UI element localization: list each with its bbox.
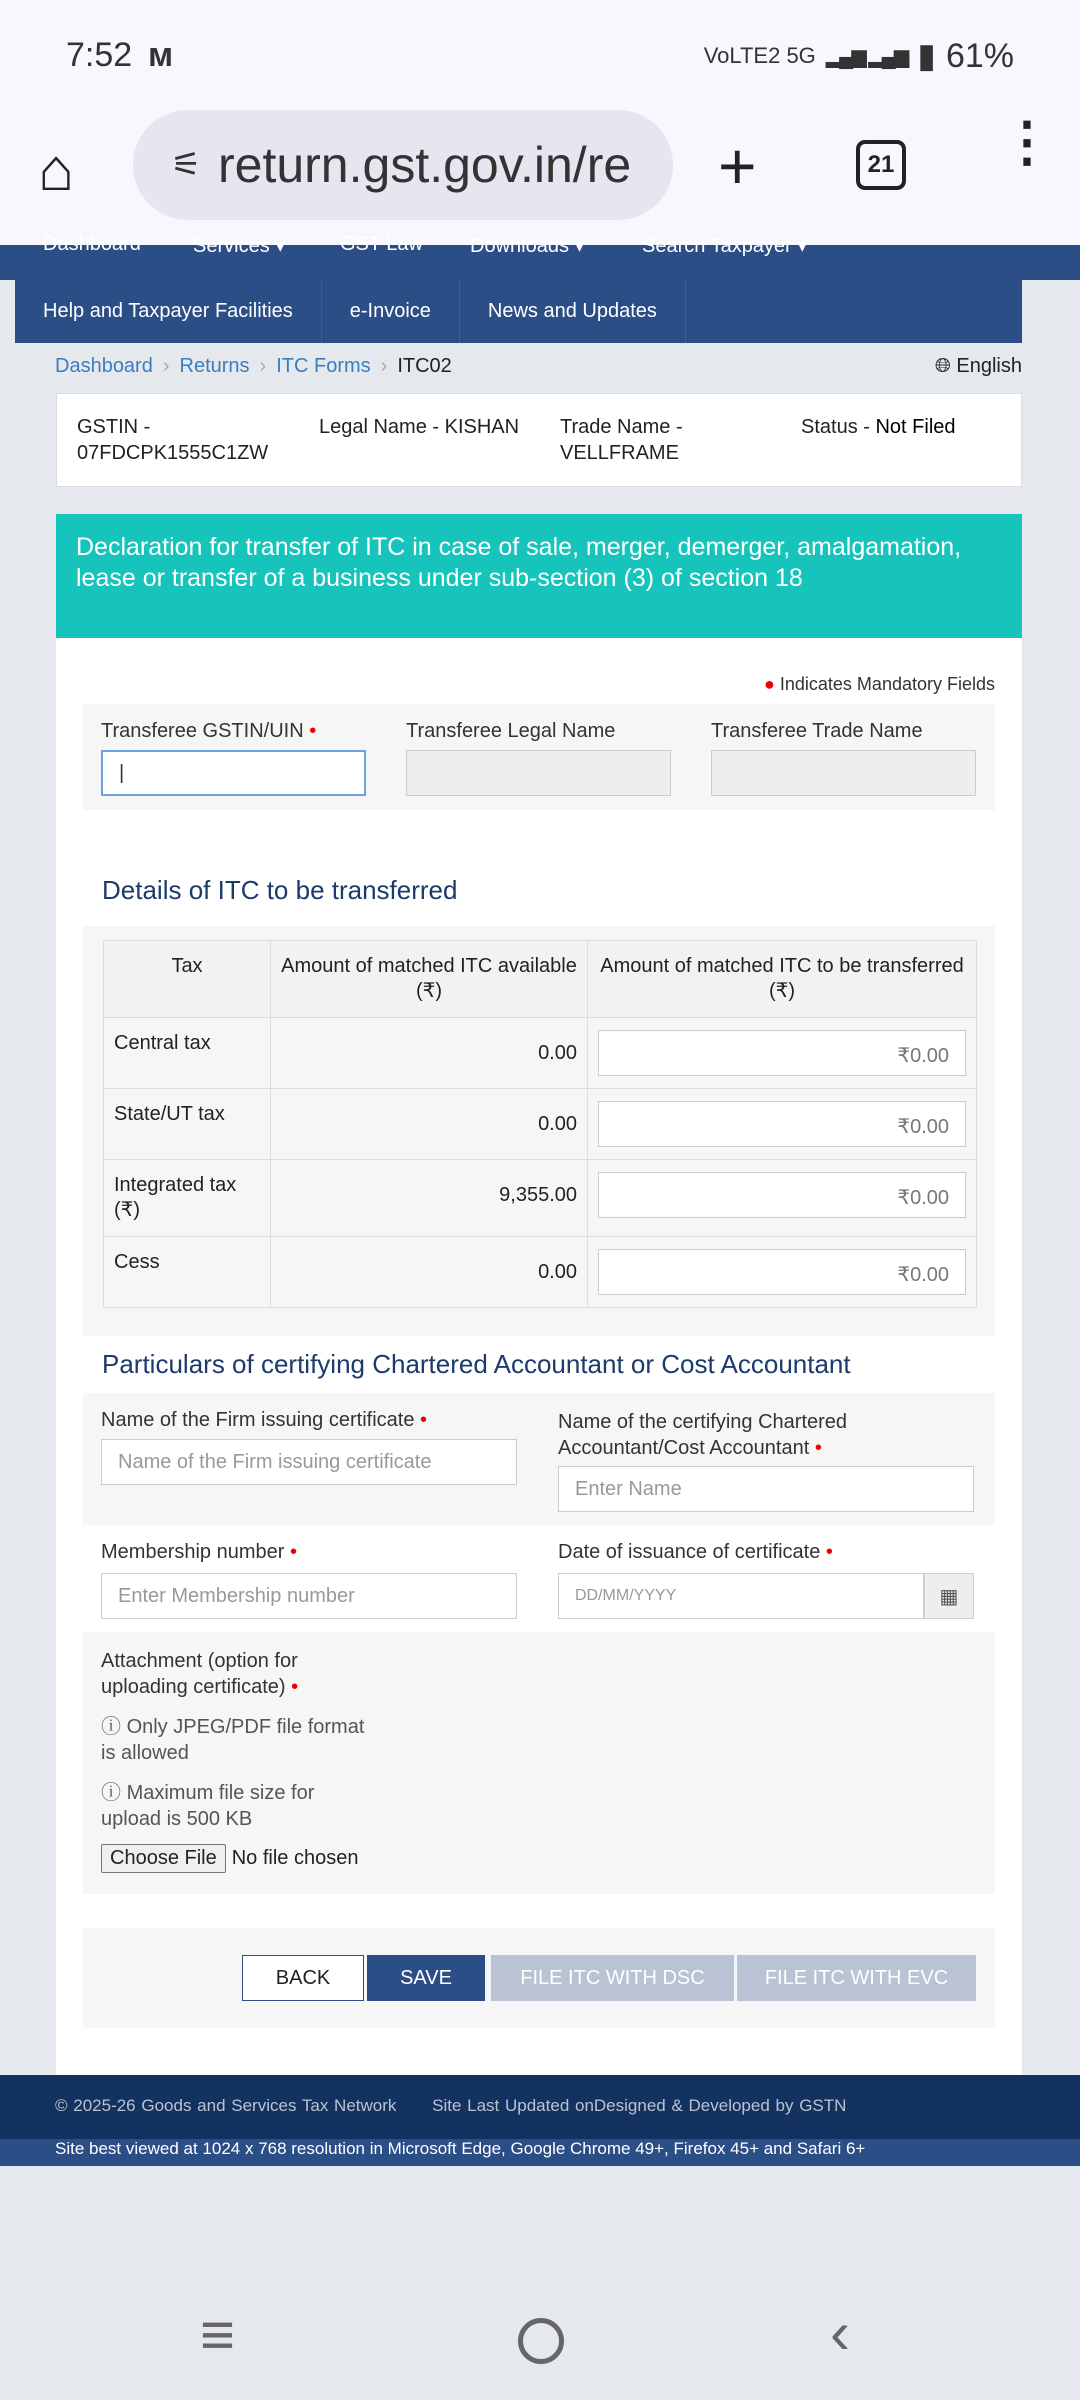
taxpayer-info: [56, 393, 1022, 487]
itc-section: [83, 926, 995, 1336]
tax-type: Integrated tax (₹): [104, 1160, 271, 1237]
browser-toolbar: [0, 110, 1080, 245]
new-tab-icon[interactable]: +: [718, 129, 757, 203]
home-nav-icon[interactable]: [518, 2318, 564, 2364]
itc-table: [103, 940, 977, 1308]
file-evc-button[interactable]: FILE ITC WITH EVC: [737, 1955, 976, 2001]
firm-name-label: Name of the Firm issuing certificate •: [101, 1409, 427, 1431]
itc-row: [104, 1237, 977, 1308]
mandatory-note: ● Indicates Mandatory Fields: [764, 674, 995, 694]
m-app-icon: ᴍ: [148, 36, 174, 74]
header-available: Amount of matched ITC available (₹): [271, 941, 588, 1018]
attachment-label: Attachment (option for uploading certificate) •: [101, 1650, 299, 1698]
site-updated: Site Last Updated onDesigned & Developed by GSTN: [432, 2096, 847, 2115]
breadcrumb-separator: ›: [259, 355, 267, 377]
nav-help[interactable]: Help and Taxpayer Facilities: [15, 280, 322, 343]
copyright: © 2025-26 Goods and Services Tax Network: [55, 2096, 397, 2115]
attachment-section: [83, 1632, 995, 1894]
firm-name-input[interactable]: Name of the Firm issuing certificate: [101, 1439, 517, 1485]
file-status: No file chosen: [231, 1847, 359, 1869]
itc-heading: Details of ITC to be transferred: [102, 875, 458, 905]
nav-einvoice[interactable]: e-Invoice: [322, 280, 460, 343]
nav-downloads[interactable]: Downloads ▾: [470, 235, 585, 257]
gstin: GSTIN - 07FDCPK1555C1ZW: [77, 416, 269, 464]
action-bar: [83, 1928, 995, 2028]
site-settings-icon[interactable]: ⚟: [171, 146, 202, 184]
nav-services[interactable]: Services ▾: [193, 235, 286, 257]
itc-row: [104, 1160, 977, 1237]
breadcrumb-separator: ›: [162, 355, 170, 377]
available-amount: 9,355.00: [271, 1160, 588, 1237]
main-nav: [0, 233, 1080, 280]
available-amount: 0.00: [271, 1018, 588, 1089]
header-transfer: Amount of matched ITC to be transferred (₹): [588, 941, 977, 1018]
file-picker: [101, 1844, 358, 1873]
info-icon: ⓘ: [101, 1782, 121, 1804]
ca-section: [83, 1393, 995, 1525]
ca-heading: Particulars of certifying Chartered Accountant or Cost Accountant: [102, 1349, 851, 1379]
network-indicator: VoLTE2 5G: [703, 43, 816, 68]
itc-row: [104, 1018, 977, 1089]
breadcrumb-itc-forms[interactable]: ITC Forms: [276, 355, 371, 377]
transfer-cell: [588, 1018, 977, 1089]
transferee-section: [83, 704, 995, 810]
nav-dashboard[interactable]: Dashboard: [43, 233, 141, 255]
language-selector[interactable]: [935, 355, 1022, 378]
info-icon: ⓘ: [101, 1716, 121, 1738]
breadcrumb-current: ITC02: [397, 355, 452, 377]
menu-icon[interactable]: ⋮: [1000, 112, 1054, 172]
nav-news[interactable]: News and Updates: [460, 280, 686, 343]
breadcrumb-returns[interactable]: Returns: [179, 355, 250, 377]
transferee-trade-label: Transferee Trade Name: [711, 720, 923, 742]
choose-file-button[interactable]: Choose File: [101, 1844, 226, 1873]
trade-name: Trade Name - VELLFRAME: [560, 416, 683, 464]
transferee-gstin-input[interactable]: |: [101, 750, 366, 796]
header-tax: Tax: [104, 941, 271, 1018]
nav-gst-law[interactable]: GST Law: [340, 233, 423, 255]
battery-icon: ▮: [917, 37, 936, 75]
nav-search-taxpayer[interactable]: Search Taxpayer ▾: [642, 235, 808, 257]
certificate-date-input[interactable]: DD/MM/YYYY: [558, 1573, 924, 1619]
url-text: return.gst.gov.in/re: [218, 137, 632, 193]
transfer-amount-input[interactable]: ₹0.00: [598, 1101, 966, 1147]
calendar-icon[interactable]: ▦: [924, 1573, 974, 1619]
itc-row: [104, 1089, 977, 1160]
tax-type: State/UT tax: [104, 1089, 271, 1160]
back-button[interactable]: BACK: [242, 1955, 364, 2001]
transfer-cell: [588, 1089, 977, 1160]
recent-apps-icon[interactable]: ≡: [200, 2301, 236, 2368]
language-label: English: [956, 355, 1022, 377]
transferee-gstin-label: Transferee GSTIN/UIN •: [101, 720, 317, 742]
transfer-cell: [588, 1237, 977, 1308]
home-icon[interactable]: ⌂: [38, 136, 75, 203]
available-amount: 0.00: [271, 1089, 588, 1160]
save-button[interactable]: SAVE: [367, 1955, 485, 2001]
footer-note: Site best viewed at 1024 x 768 resolution in Microsoft Edge, Google Chrome 49+, Firefox 45+ and Safari 6+: [0, 2139, 1080, 2166]
tab-switcher-button[interactable]: 21: [856, 140, 906, 190]
tax-type: Cess: [104, 1237, 271, 1308]
transfer-amount-input[interactable]: ₹0.00: [598, 1030, 966, 1076]
legal-name: Legal Name - KISHAN: [319, 416, 520, 438]
date-label: Date of issuance of certificate •: [558, 1541, 833, 1563]
transferee-legal-label: Transferee Legal Name: [406, 720, 616, 742]
size-note: ⓘ Maximum file size for upload is 500 KB: [101, 1782, 315, 1830]
status-icons: [704, 36, 1014, 76]
ca-name-input[interactable]: Enter Name: [558, 1466, 974, 1512]
available-amount: 0.00: [271, 1237, 588, 1308]
signal-icon: ▂▄▆ ▂▄▆: [825, 45, 908, 68]
battery-level: 61%: [945, 36, 1014, 75]
transferee-legal-name-input: [406, 750, 671, 796]
time: 7:52: [66, 36, 133, 74]
breadcrumb-separator: ›: [380, 355, 388, 377]
membership-number-input[interactable]: Enter Membership number: [101, 1573, 517, 1619]
tax-type: Central tax: [104, 1018, 271, 1089]
format-note: ⓘ Only JPEG/PDF file format is allowed: [101, 1716, 365, 1764]
form-panel: [56, 638, 1022, 2075]
status-bar: [0, 0, 1080, 110]
url-bar[interactable]: [133, 110, 673, 220]
file-dsc-button[interactable]: FILE ITC WITH DSC: [491, 1955, 734, 2001]
filing-status: Status - Not Filed: [801, 416, 956, 438]
footer: [0, 2075, 1080, 2139]
back-nav-icon[interactable]: ‹: [830, 2299, 850, 2366]
page-title: Declaration for transfer of ITC in case of sale, merger, demerger, amalgamation, lease or transfer of a business under sub-section (3) of section 18: [56, 514, 1022, 638]
ca-name-label: Name of the certifying Chartered Accountant/Cost Accountant •: [558, 1411, 848, 1459]
globe-icon: 🌐︎: [934, 355, 951, 377]
breadcrumb-dashboard[interactable]: Dashboard: [55, 355, 153, 377]
membership-label: Membership number •: [101, 1541, 297, 1563]
secondary-nav: [15, 280, 1022, 343]
breadcrumb: [55, 355, 1022, 378]
transferee-trade-name-input: [711, 750, 976, 796]
transfer-amount-input[interactable]: ₹0.00: [598, 1249, 966, 1295]
transfer-amount-input[interactable]: ₹0.00: [598, 1172, 966, 1218]
transfer-cell: [588, 1160, 977, 1237]
